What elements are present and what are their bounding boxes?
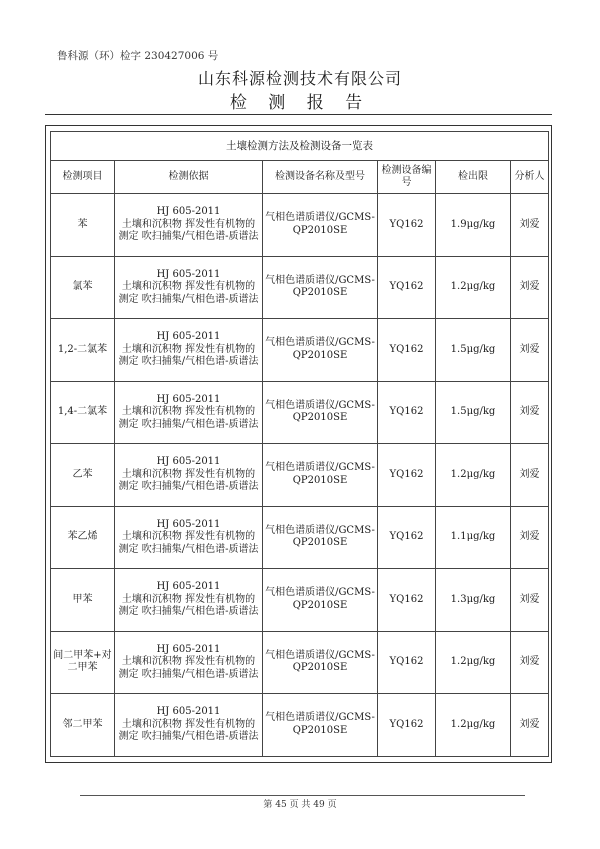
method-code: HJ 605-2011 xyxy=(156,393,221,405)
table-row xyxy=(51,506,549,569)
method-cell xyxy=(115,631,263,694)
method-name: 土壤和沉积物 挥发性有机物的测定 吹扫捕集/气相色谱-质谱法 xyxy=(118,531,259,555)
column-header: 检出限 xyxy=(436,161,511,194)
detection-limit-cell: 1.2μg/kg xyxy=(436,694,511,757)
analyst-cell: 刘爱 xyxy=(511,444,549,507)
table-caption: 土壤检测方法及检测设备一览表 xyxy=(51,132,549,161)
equipment-cell: 气相色谱质谱仪/GCMS-QP2010SE xyxy=(263,444,378,507)
equipment-cell: 气相色谱质谱仪/GCMS-QP2010SE xyxy=(263,381,378,444)
table-row xyxy=(51,694,549,757)
column-header: 检测设备编号 xyxy=(378,161,436,194)
detection-limit-cell: 1.1μg/kg xyxy=(436,506,511,569)
test-item-cell: 1,4-二氯苯 xyxy=(51,381,115,444)
method-cell xyxy=(115,319,263,382)
method-name: 土壤和沉积物 挥发性有机物的测定 吹扫捕集/气相色谱-质谱法 xyxy=(118,718,259,742)
table-row xyxy=(51,569,549,632)
equipment-cell: 气相色谱质谱仪/GCMS-QP2010SE xyxy=(263,694,378,757)
equipment-id-cell: YQ162 xyxy=(378,506,436,569)
method-name: 土壤和沉积物 挥发性有机物的测定 吹扫捕集/气相色谱-质谱法 xyxy=(118,218,259,242)
method-name: 土壤和沉积物 挥发性有机物的测定 吹扫捕集/气相色谱-质谱法 xyxy=(118,406,259,430)
equipment-id-cell: YQ162 xyxy=(378,256,436,319)
detection-limit-cell: 1.9μg/kg xyxy=(436,194,511,257)
analyst-cell: 刘爱 xyxy=(511,319,549,382)
equipment-id-cell: YQ162 xyxy=(378,694,436,757)
analyst-cell: 刘爱 xyxy=(511,694,549,757)
test-item-cell: 甲苯 xyxy=(51,569,115,632)
analyst-cell: 刘爱 xyxy=(511,506,549,569)
equipment-id-cell: YQ162 xyxy=(378,381,436,444)
method-cell xyxy=(115,569,263,632)
header-divider xyxy=(45,114,552,115)
table-row xyxy=(51,194,549,257)
test-item-cell: 乙苯 xyxy=(51,444,115,507)
method-cell xyxy=(115,256,263,319)
analyst-cell: 刘爱 xyxy=(511,631,549,694)
table-row xyxy=(51,319,549,382)
method-code: HJ 605-2011 xyxy=(156,206,221,217)
column-header: 检测依据 xyxy=(115,161,263,194)
column-header: 分析人 xyxy=(511,161,549,194)
detection-limit-cell: 1.2μg/kg xyxy=(436,256,511,319)
detection-limit-cell: 1.2μg/kg xyxy=(436,631,511,694)
method-cell xyxy=(115,381,263,444)
equipment-id-cell: YQ162 xyxy=(378,319,436,382)
method-code: HJ 605-2011 xyxy=(156,331,221,342)
detection-limit-cell: 1.5μg/kg xyxy=(436,381,511,444)
table-row xyxy=(51,381,549,444)
detection-limit-cell: 1.2μg/kg xyxy=(436,444,511,507)
method-code: HJ 605-2011 xyxy=(156,456,221,467)
method-code: HJ 605-2011 xyxy=(156,643,221,655)
footer-divider xyxy=(80,795,525,796)
equipment-id-cell: YQ162 xyxy=(378,631,436,694)
test-item-cell: 氯苯 xyxy=(51,256,115,319)
equipment-cell: 气相色谱质谱仪/GCMS-QP2010SE xyxy=(263,319,378,382)
table-header-row xyxy=(51,161,549,194)
method-code: HJ 605-2011 xyxy=(156,518,221,530)
equipment-id-cell: YQ162 xyxy=(378,194,436,257)
column-header: 检测项目 xyxy=(51,161,115,194)
analyst-cell: 刘爱 xyxy=(511,381,549,444)
equipment-cell: 气相色谱质谱仪/GCMS-QP2010SE xyxy=(263,569,378,632)
method-name: 土壤和沉积物 挥发性有机物的测定 吹扫捕集/气相色谱-质谱法 xyxy=(118,343,259,367)
table-row xyxy=(51,444,549,507)
analyst-cell: 刘爱 xyxy=(511,194,549,257)
analyst-cell: 刘爱 xyxy=(511,256,549,319)
equipment-cell: 气相色谱质谱仪/GCMS-QP2010SE xyxy=(263,506,378,569)
method-name: 土壤和沉积物 挥发性有机物的测定 吹扫捕集/气相色谱-质谱法 xyxy=(118,656,259,680)
test-item-cell: 1,2-二氯苯 xyxy=(51,319,115,382)
equipment-id-cell: YQ162 xyxy=(378,569,436,632)
method-cell xyxy=(115,444,263,507)
equipment-cell: 气相色谱质谱仪/GCMS-QP2010SE xyxy=(263,194,378,257)
method-cell xyxy=(115,194,263,257)
equipment-id-cell: YQ162 xyxy=(378,444,436,507)
method-equipment-table xyxy=(50,131,549,757)
method-code: HJ 605-2011 xyxy=(156,706,221,717)
table-row xyxy=(51,631,549,694)
equipment-cell: 气相色谱质谱仪/GCMS-QP2010SE xyxy=(263,631,378,694)
equipment-cell: 气相色谱质谱仪/GCMS-QP2010SE xyxy=(263,256,378,319)
report-number: 鲁科源（环）检字 230427006 号 xyxy=(57,50,219,62)
method-name: 土壤和沉积物 挥发性有机物的测定 吹扫捕集/气相色谱-质谱法 xyxy=(118,593,259,617)
column-header: 检测设备名称及型号 xyxy=(263,161,378,194)
test-item-cell: 苯 xyxy=(51,194,115,257)
detection-limit-cell: 1.5μg/kg xyxy=(436,319,511,382)
company-name: 山东科源检测技术有限公司 xyxy=(197,69,402,88)
method-code: HJ 605-2011 xyxy=(156,268,221,280)
method-cell xyxy=(115,694,263,757)
report-title: 检 测 报 告 xyxy=(229,93,371,113)
analyst-cell: 刘爱 xyxy=(511,569,549,632)
table-row xyxy=(51,256,549,319)
detection-limit-cell: 1.3μg/kg xyxy=(436,569,511,632)
method-code: HJ 605-2011 xyxy=(156,581,221,592)
method-name: 土壤和沉积物 挥发性有机物的测定 吹扫捕集/气相色谱-质谱法 xyxy=(118,281,259,305)
method-name: 土壤和沉积物 挥发性有机物的测定 吹扫捕集/气相色谱-质谱法 xyxy=(118,468,259,492)
test-item-cell: 邻二甲苯 xyxy=(51,694,115,757)
page-number: 第 45 页 共 49 页 xyxy=(263,800,337,810)
test-item-cell: 苯乙烯 xyxy=(51,506,115,569)
method-cell xyxy=(115,506,263,569)
test-item-cell: 间二甲苯+对二甲苯 xyxy=(51,631,115,694)
